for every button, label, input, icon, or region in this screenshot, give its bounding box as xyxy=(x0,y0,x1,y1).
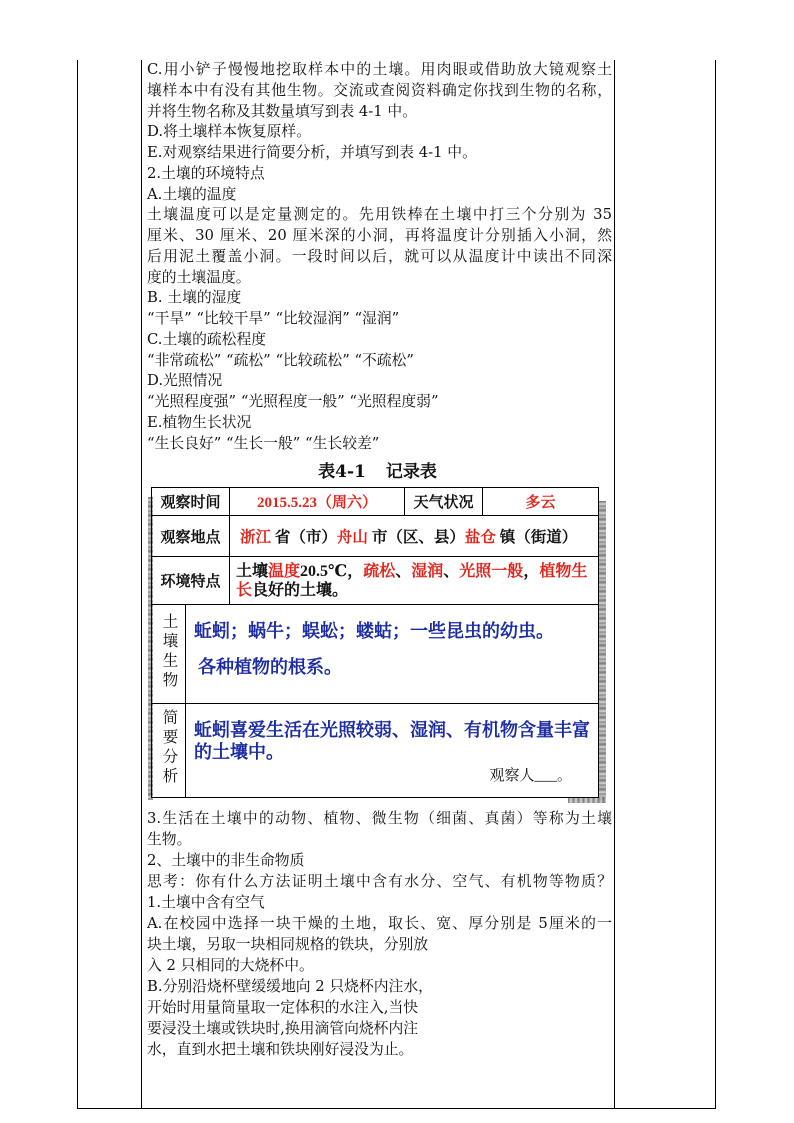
environment-value xyxy=(230,557,599,605)
section-heading: 2.土壤的环境特点 xyxy=(147,164,265,182)
doc-line: 后用泥土覆盖小洞。一段时间以后，就可以从温度计中读出不同深 xyxy=(147,247,612,265)
env-segment: 光照一般 xyxy=(459,562,524,580)
doc-line: E.对观察结果进行简要分析，并填写到表 4-1 中。 xyxy=(147,144,477,161)
subsection-heading: 1.土壤中含有空气 xyxy=(147,893,265,911)
env-segment: 植物生长 xyxy=(236,562,588,599)
doc-line: C.用小铲子慢慢地挖取样本中的土壤。用肉眼或借助放大镜观察土 xyxy=(147,61,612,78)
doc-line: 度的土壤温度。 xyxy=(147,268,251,286)
analysis-value xyxy=(186,704,599,798)
place-town: 盐仓 xyxy=(464,529,496,546)
subsection-heading: E.植物生长状况 xyxy=(147,413,252,431)
weather-label: 天气状况 xyxy=(405,488,483,516)
frame-line-right xyxy=(715,60,716,1109)
option-list: “生长良好” “生长一般” “生长较差” xyxy=(147,434,380,452)
doc-line: 开始时用量筒量取一定体积的水注入,当快 xyxy=(147,998,419,1016)
doc-line: 3.生活在土壤中的动物、植物、微生物（细菌、真菌）等称为土壤 xyxy=(147,809,612,827)
env-segment: 良好的土壤。 xyxy=(252,581,349,599)
doc-line: 生物。 xyxy=(147,830,192,848)
row-analysis xyxy=(152,704,599,798)
env-segment: 湿润 xyxy=(411,562,444,580)
place-town-suffix: 镇（街道） xyxy=(495,529,578,546)
table-name: 记录表 xyxy=(385,462,437,482)
env-segment: 、 xyxy=(395,562,412,580)
analysis-line: 蚯蚓喜爱生活在光照较弱、湿润、有机物含量丰富 xyxy=(194,720,590,740)
observer-field: 观察人___。 xyxy=(489,768,573,784)
doc-line: D.将土壤样本恢复原样。 xyxy=(147,123,312,141)
doc-line: 并将生物名称及其数量填写到表 4-1 中。 xyxy=(147,102,417,120)
frame-line-left xyxy=(77,60,78,1109)
frame-line-bottom xyxy=(77,1108,715,1109)
frame-line-column-1 xyxy=(141,60,142,1109)
row-environment xyxy=(152,557,599,605)
observe-time-value: 2015.5.23（周六） xyxy=(230,488,405,516)
organism-line: 各种植物的根系。 xyxy=(198,657,342,677)
subsection-heading: C.土壤的疏松程度 xyxy=(147,330,267,348)
doc-line: 块土壤，另取一块相同规格的铁块，分别放 xyxy=(147,935,429,953)
frame-line-column-2 xyxy=(614,60,615,1109)
record-table xyxy=(151,487,599,798)
option-list: “光照程度强” “光照程度一般” “光照程度弱” xyxy=(147,393,439,410)
doc-line: 入 2 只相同的大烧杯中。 xyxy=(147,956,314,974)
scan-edge-right xyxy=(599,501,606,803)
section-heading: 2、土壤中的非生命物质 xyxy=(147,851,305,869)
organism-value xyxy=(186,605,599,704)
env-segment: ， xyxy=(523,562,540,580)
doc-line: A.在校园中选择一块干燥的土地，取长、宽、厚分别是 5厘米的一 xyxy=(147,914,612,932)
place-province: 浙江 xyxy=(240,529,272,546)
row-place xyxy=(152,516,599,557)
doc-line: 厘米、30 厘米、20 厘米深的小洞，再将温度计分别插入小洞，然 xyxy=(147,227,612,244)
row-organisms xyxy=(152,605,599,704)
body-text-bottom xyxy=(147,808,612,1060)
subsection-heading: D.光照情况 xyxy=(147,372,223,390)
environment-label: 环境特点 xyxy=(152,557,230,605)
record-table-image xyxy=(148,487,606,803)
row-time-weather xyxy=(152,488,599,516)
env-segment: 、 xyxy=(443,562,460,580)
env-temperature: 20.5℃ xyxy=(300,562,348,580)
table-number: 表4-1 xyxy=(318,462,366,482)
organism-label: 土壤生物 xyxy=(160,612,178,691)
observe-place-value xyxy=(230,516,599,557)
doc-line: 壤样本中有没有其他生物。交流或查阅资料确定你找到生物的名称， xyxy=(147,81,612,99)
env-segment: 土壤 xyxy=(236,562,269,580)
analysis-label: 简要分析 xyxy=(160,709,178,787)
organism-label-cell xyxy=(152,605,186,704)
env-segment: 温度 xyxy=(268,562,301,580)
option-list: “干旱” “比较干旱” “比较湿润” “湿润” xyxy=(147,310,400,327)
body-text-top xyxy=(147,60,612,454)
place-city: 舟山 xyxy=(336,529,368,546)
subsection-heading: A.土壤的温度 xyxy=(147,185,237,203)
subsection-heading: B. 土壤的湿度 xyxy=(147,289,242,307)
env-segment: 疏松 xyxy=(363,562,396,580)
analysis-label-cell xyxy=(152,704,186,798)
env-segment: ， xyxy=(347,562,364,580)
place-city-suffix: 市（区、县） xyxy=(367,529,465,546)
doc-line: 思考：你有什么方法证明土壤中含有水分、空气、有机物等物质？ xyxy=(147,872,612,890)
doc-line: B.分别沿烧杯壁缓缓地向 2 只烧杯内注水， xyxy=(147,977,433,995)
organism-line: 蚯蚓；蜗牛；蜈蚣；蝼蛄；一些昆虫的幼虫。 xyxy=(194,621,554,641)
doc-line: 土壤温度可以是定量测定的。先用铁棒在土壤中打三个分别为 35 xyxy=(147,206,612,224)
observe-place-label: 观察地点 xyxy=(152,516,230,557)
analysis-line: 的土壤中。 xyxy=(194,742,284,762)
option-list: “非常疏松” “疏松” “比较疏松” “不疏松” xyxy=(147,351,414,369)
table-caption xyxy=(141,461,614,483)
doc-line: 要浸没土壤或铁块时,换用滴管向烧杯内注 xyxy=(147,1019,419,1037)
weather-value: 多云 xyxy=(483,488,599,516)
doc-line: 水，直到水把土壤和铁块刚好浸没为止。 xyxy=(147,1040,414,1058)
place-province-suffix: 省（市） xyxy=(271,529,337,546)
observe-time-label: 观察时间 xyxy=(152,488,230,516)
